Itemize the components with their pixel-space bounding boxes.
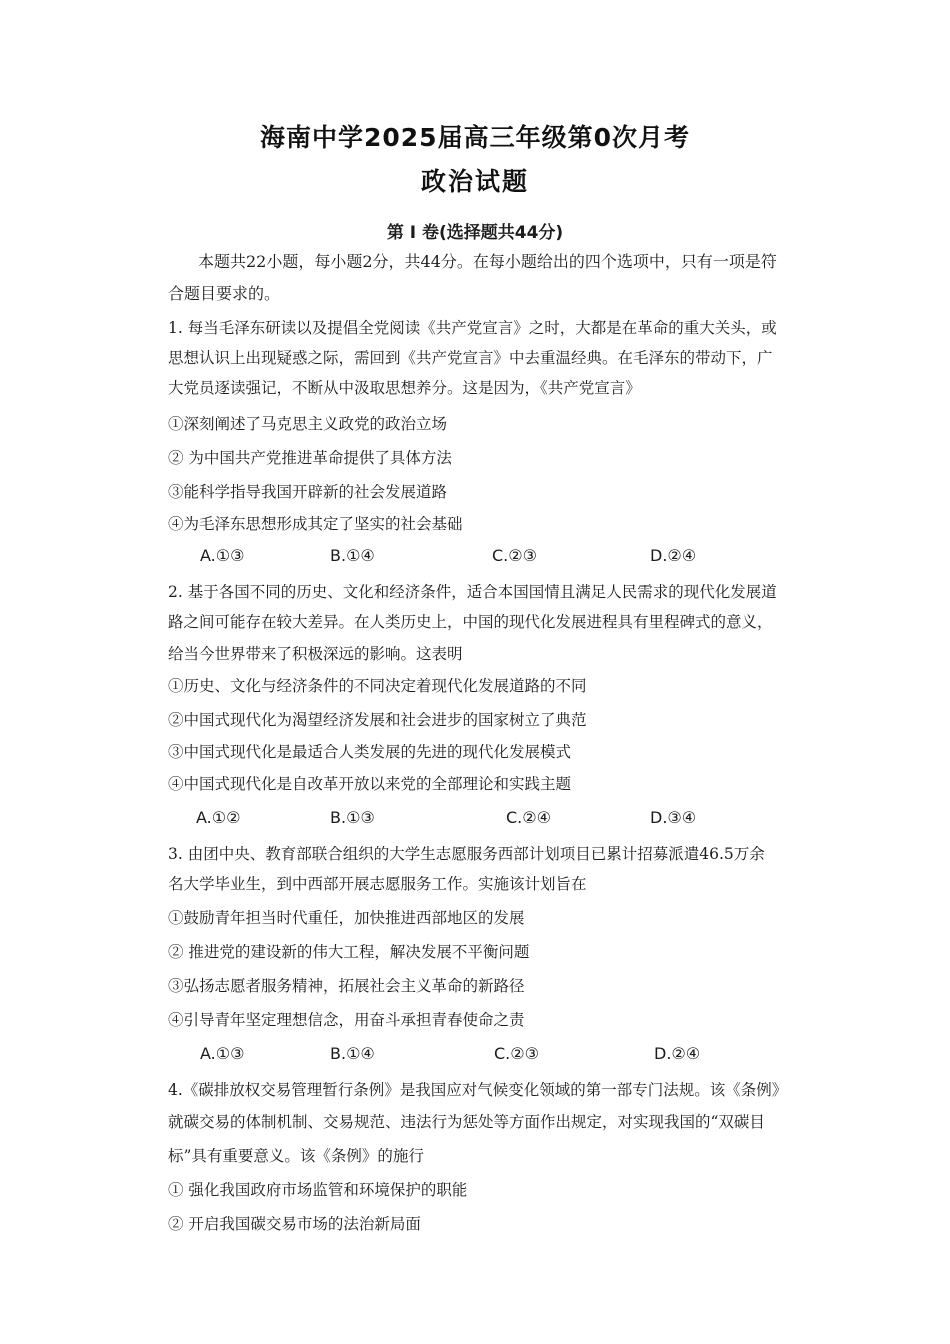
answer-options: [0, 1044, 950, 1066]
answer-options: [0, 808, 950, 830]
statement: ④为毛泽东思想形成其定了坚实的社会基础: [168, 515, 463, 533]
question-stem-line: 名大学毕业生，到中西部开展志愿服务工作。实施该计划旨在: [168, 875, 587, 893]
instruction-line: 本题共22小题，每小题2分，共44分。在每小题给出的四个选项中，只有一项是符: [198, 252, 777, 271]
question-stem-line: 标”具有重要意义。该《条例》的施行: [168, 1147, 424, 1165]
option-d[interactable]: D.③④: [650, 808, 697, 827]
statement: ② 推进党的建设新的伟大工程，解决发展不平衡问题: [168, 943, 530, 961]
question-stem-line: 4.《碳排放权交易管理暂行条例》是我国应对气候变化领域的第一部专门法规。该《条例》: [168, 1081, 788, 1099]
section-heading: 第 Ⅰ 卷(选择题共44分): [386, 223, 564, 243]
option-b[interactable]: B.①④: [330, 546, 375, 565]
statement: ④中国式现代化是自改革开放以来党的全部理论和实践主题: [168, 775, 572, 793]
question-stem-line: 3. 由团中央、教育部联合组织的大学生志愿服务西部计划项目已累计招募派遣46.5万余: [168, 845, 765, 863]
option-c[interactable]: C.②③: [494, 1044, 539, 1063]
question-stem-line: 路之间可能存在较大差异。在人类历史上，中国的现代化发展进程具有里程碑式的意义，: [168, 613, 773, 631]
statement: ②中国式现代化为渴望经济发展和社会进步的国家树立了典范: [168, 711, 587, 729]
statement: ④引导青年坚定理想信念，用奋斗承担青春使命之责: [168, 1011, 525, 1029]
statement: ② 开启我国碳交易市场的法治新局面: [168, 1215, 421, 1233]
answer-options: [0, 546, 950, 568]
option-c[interactable]: C.②③: [492, 546, 537, 565]
statement: ② 为中国共产党推进革命提供了具体方法: [168, 449, 452, 467]
statement: ①鼓励青年担当时代重任，加快推进西部地区的发展: [168, 909, 525, 927]
question-stem-line: 2. 基于各国不同的历史、文化和经济条件，适合本国国情且满足人民需求的现代化发展道: [168, 583, 777, 601]
question-stem-line: 1. 每当毛泽东研读以及提倡全党阅读《共产党宣言》之时，大都是在革命的重大关头，或: [168, 319, 777, 337]
statement: ③中国式现代化是最适合人类发展的先进的现代化发展模式: [168, 743, 572, 761]
question-stem-line: 思想认识上出现疑惑之际，需回到《共产党宣言》中去重温经典。在毛泽东的带动下，广: [168, 349, 773, 367]
option-a[interactable]: A.①③: [200, 1044, 245, 1063]
statement: ①历史、文化与经济条件的不同决定着现代化发展道路的不同: [168, 677, 587, 695]
exam-title: 海南中学2025届高三年级第0次月考: [260, 123, 690, 152]
exam-subject-title: 政治试题: [420, 167, 529, 196]
question-stem-line: 就碳交易的体制机制、交易规范、违法行为惩处等方面作出规定，对实现我国的“双碳目: [168, 1113, 765, 1131]
statement: ③弘扬志愿者服务精神，拓展社会主义革命的新路径: [168, 977, 525, 995]
option-d[interactable]: D.②④: [650, 546, 697, 565]
option-b[interactable]: B.①④: [330, 1044, 375, 1063]
option-b[interactable]: B.①③: [330, 808, 375, 827]
option-a[interactable]: A.①③: [200, 546, 245, 565]
statement: ③能科学指导我国开辟新的社会发展道路: [168, 483, 448, 501]
question-stem-line: 大党员逐读强记，不断从中汲取思想养分。这是因为，《共产党宣言》: [168, 379, 641, 397]
statement: ① 强化我国政府市场监管和环境保护的职能: [168, 1181, 468, 1199]
question-stem-line: 给当今世界带来了积极深远的影响。这表明: [168, 645, 463, 663]
option-c[interactable]: C.②④: [506, 808, 551, 827]
option-d[interactable]: D.②④: [654, 1044, 701, 1063]
instruction-line: 合题目要求的。: [168, 284, 281, 303]
statement: ①深刻阐述了马克思主义政党的政治立场: [168, 415, 448, 433]
option-a[interactable]: A.①②: [196, 808, 241, 827]
